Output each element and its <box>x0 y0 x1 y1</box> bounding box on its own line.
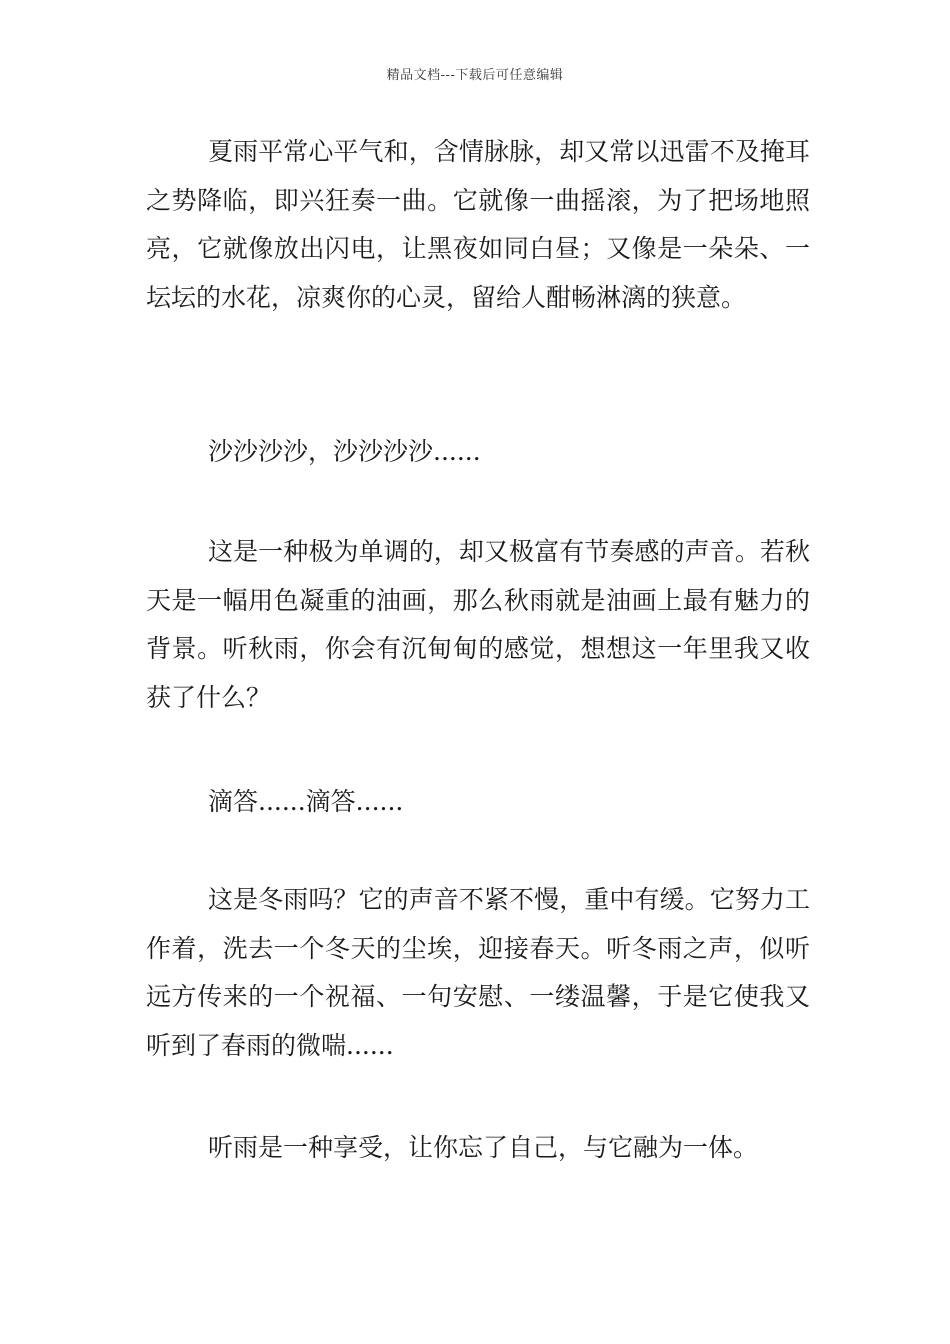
paragraph-summer-rain: 夏雨平常心平气和，含情脉脉，却又常以迅雷不及掩耳之势降临，即兴狂奏一曲。它就像一曲摇滚，为了把场地照亮，它就像放出闪电，让黑夜如同白昼；又像是一朵朵、一坛坛的水花，凉爽你的心灵，留给人酣畅淋漓的狭意。 <box>146 137 810 312</box>
paragraph-winter-rain: 这是冬雨吗？它的声音不紧不慢，重中有缓。它努力工作着，洗去一个冬天的尘埃，迎接春天。听冬雨之声，似听远方传来的一个祝福、一句安慰、一缕温馨，于是它使我又听到了春雨的微喘...... <box>146 885 810 1060</box>
paragraph-autumn-rain: 这是一种极为单调的，却又极富有节奏感的声音。若秋天是一幅用色凝重的油画，那么秋雨就是油画上最有魅力的背景。听秋雨，你会有沉甸甸的感觉，想想这一年里我又收获了什么？ <box>146 537 810 712</box>
paragraph-rain-sound-dida: 滴答......滴答...... <box>208 787 404 816</box>
page-header: 精品文档---下载后可任意编辑 <box>386 68 564 83</box>
paragraph-closing: 听雨是一种享受，让你忘了自己，与它融为一体。 <box>208 1133 759 1162</box>
paragraph-rain-sound-shasha: 沙沙沙沙，沙沙沙沙...... <box>208 437 481 466</box>
